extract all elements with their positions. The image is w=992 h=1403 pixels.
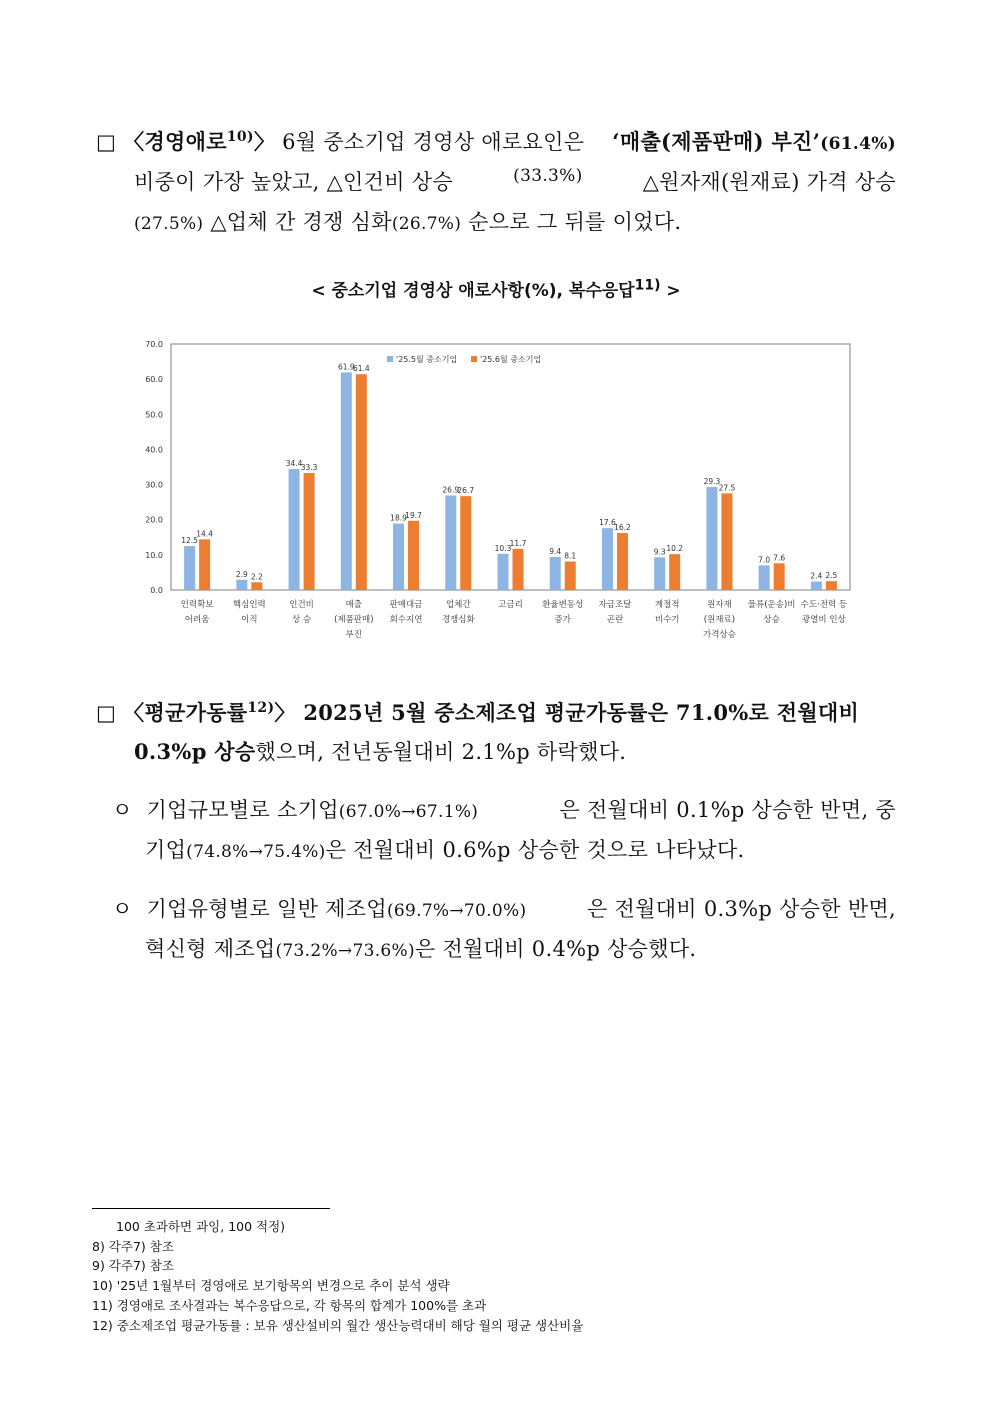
data-label: 9.4 [549,546,562,556]
data-label: 61.9 [337,362,355,372]
legend-label-1: '25.5월 중소기업 [396,355,458,364]
bar-series-2 [199,539,210,590]
data-label: 17.6 [599,518,616,528]
section-bullet: □ [96,130,117,154]
data-label: 61.4 [352,364,370,374]
category-label: 상 승 [292,615,312,625]
footnote-8: 8) 각주7) 참조 [92,1239,174,1254]
data-label: 7.6 [773,553,786,563]
bar-series-1 [706,487,717,590]
bar-series-1 [184,546,195,590]
section2-line1 [96,697,859,727]
data-label: 7.0 [758,555,771,565]
emphasis-sales-slump: ‘매출(제품판매) 부진’ [612,129,821,154]
data-label: 2.5 [825,571,838,581]
category-label: (원재료) [703,615,736,625]
bar-series-2 [513,549,524,590]
category-label: 가격상승 [702,630,736,640]
bar-series-2 [460,496,471,590]
section1-line1: □ 〈경영애로$^{10)}$〉 6월 중소기업 경영상 애로요인은 ‘매출(제품판매) 부진’(61.4%) [96,129,896,154]
y-tick-label: 20.0 [145,515,163,525]
bar-series-2 [617,533,628,590]
bar-series-2 [669,554,680,590]
category-label: 경쟁심화 [441,615,475,625]
chart-title: < 중소기업 경영상 애로사항(%), 복수응답$^{11)}$ > [311,277,681,301]
bar-chart [130,335,855,653]
section1-heading: 〈경영애로$^{10)}$〉 [123,129,276,154]
bar-series-1 [602,528,613,590]
category-label: 인건비 [289,600,314,610]
bar-series-1 [811,582,822,590]
y-tick-label: 30.0 [145,480,163,490]
footnote-continuation: 100 초과하면 과잉, 100 적정) [116,1219,286,1234]
bar-series-2 [826,581,837,590]
data-label: 8.1 [564,551,577,561]
y-tick-label: 40.0 [145,445,163,455]
sub2-line1: ㅇ 기업유형별로 일반 제조업(69.7%→70.0%) 은 전월대비 0.3%p 상승한 반면, [112,897,896,921]
category-label: 어려움 [184,615,210,625]
footnote-10: 10) '25년 1월부터 경영애로 보기항목의 변경으로 추이 분석 생략 [92,1278,450,1293]
business-difficulties-chart [130,335,855,657]
section1-line2: 비중이 가장 높았고, △인건비 상승 (33.3%) △원자재(원재료) 가격 상승 [134,166,896,194]
bar-series-2 [774,563,785,590]
category-label: 계절적 [654,600,680,610]
sub1-line1: ㅇ 기업규모별로 소기업(67.0%→67.1%) 은 전월대비 0.1%p 상승한 반면, 중 [112,798,896,822]
bar-series-1 [236,580,247,590]
section2-line2: 0.3%p 상승했으며, 전년동월대비 2.1%p 하락했다. [134,739,627,764]
category-label: 판매대금 [389,600,423,610]
category-label: 회수지연 [389,615,423,625]
footnote-ref-10: 10) [226,129,254,145]
y-tick-label: 50.0 [145,410,163,420]
plot-area [171,344,850,590]
sub1-line2: 기업(74.8%→75.4%)은 전월대비 0.6%p 상승한 것으로 나타났다. [145,838,745,862]
category-label: 매출 [345,600,363,610]
category-label: 수도·전력 등 [800,600,848,610]
data-label: 26.9 [442,485,460,495]
category-label: 업체간 [445,600,471,610]
data-label: 26.7 [457,486,475,496]
legend-label-2: '25.6월 중소기업 [480,355,542,364]
footnote-9: 9) 각주7) 참조 [92,1258,174,1273]
bar-series-2 [408,521,419,590]
bar-series-1 [289,469,300,590]
data-label: 34.4 [285,459,303,469]
y-tick-label: 70.0 [145,340,163,349]
sub-bullet-marker: ㅇ [112,897,133,921]
data-label: 2.2 [250,572,263,582]
data-label: 2.9 [235,569,248,579]
category-label: 고금리 [498,600,523,610]
bar-series-2 [721,493,732,590]
data-label: 2.4 [810,571,823,581]
bar-series-2 [304,473,315,590]
category-label: 부진 [345,630,363,640]
section2-heading: 〈평균가동률$^{12)}$〉 2025년 5월 중소제조업 평균가동률은 71.0%로 전월대비 [123,700,860,725]
bar-series-1 [341,372,352,590]
section-bullet: □ [96,701,117,725]
category-label: 핵심인력 [232,600,266,610]
legend-swatch-2 [471,356,477,362]
data-label: 12.5 [181,536,198,546]
sub2-line2: 혁신형 제조업(73.2%→73.6%)은 전월대비 0.4%p 상승했다. [145,937,697,961]
bar-series-1 [498,554,509,590]
bar-series-2 [565,562,576,590]
category-label: 상승 [763,615,780,625]
footnote-11: 11) 경영애로 조사결과는 복수응답으로, 각 항목의 합계가 100%를 초과 [92,1298,487,1313]
footnote-divider [92,1208,330,1209]
data-label: 19.7 [405,510,422,520]
data-label: 33.3 [300,462,318,472]
y-tick-label: 60.0 [145,375,163,385]
category-label: 곤란 [606,615,624,625]
category-label: 자금조달 [598,600,632,610]
category-label: 이직 [241,615,258,625]
category-label: 환율변동성 [542,600,584,610]
bar-series-1 [550,557,561,590]
category-label: 비수기 [654,615,680,625]
data-label: 9.3 [653,547,666,557]
bar-series-1 [759,565,770,590]
bar-series-2 [356,374,367,590]
y-tick-label: 0.0 [150,586,163,595]
bar-series-1 [393,524,404,590]
category-label: 원자재 [707,600,732,610]
category-label: 인력확보 [180,600,214,610]
y-tick-label: 10.0 [145,550,163,560]
footnote-12: 12) 중소제조업 평균가동률 : 보유 생산설비의 월간 생산능력대비 해당 월의 평균 생산비율 [92,1318,584,1333]
data-label: 27.5 [718,483,736,493]
data-label: 10.2 [666,544,684,554]
data-label: 10.3 [494,543,512,553]
data-label: 11.7 [509,538,527,548]
bar-series-1 [445,495,456,590]
data-label: 16.2 [614,523,631,533]
footnote-ref-11: 11) [634,277,661,294]
legend-swatch-1 [387,356,393,362]
data-label: 18.9 [390,513,407,523]
data-label: 29.3 [703,477,721,487]
section1-line3: (27.5%) △업체 간 경쟁 심화(26.7%) 순으로 그 뒤를 이었다. [134,210,682,234]
sub-bullet-marker: ㅇ [112,798,133,822]
category-label: 광열비 인상 [802,615,846,625]
bar-series-1 [654,557,665,590]
category-label: 증가 [554,615,571,625]
bar-series-2 [251,582,262,590]
category-label: 물류(운송)비 [747,600,796,610]
footnote-ref-12: 12) [247,700,275,716]
category-label: (제품판매) [334,615,374,625]
data-label: 14.4 [196,529,213,539]
